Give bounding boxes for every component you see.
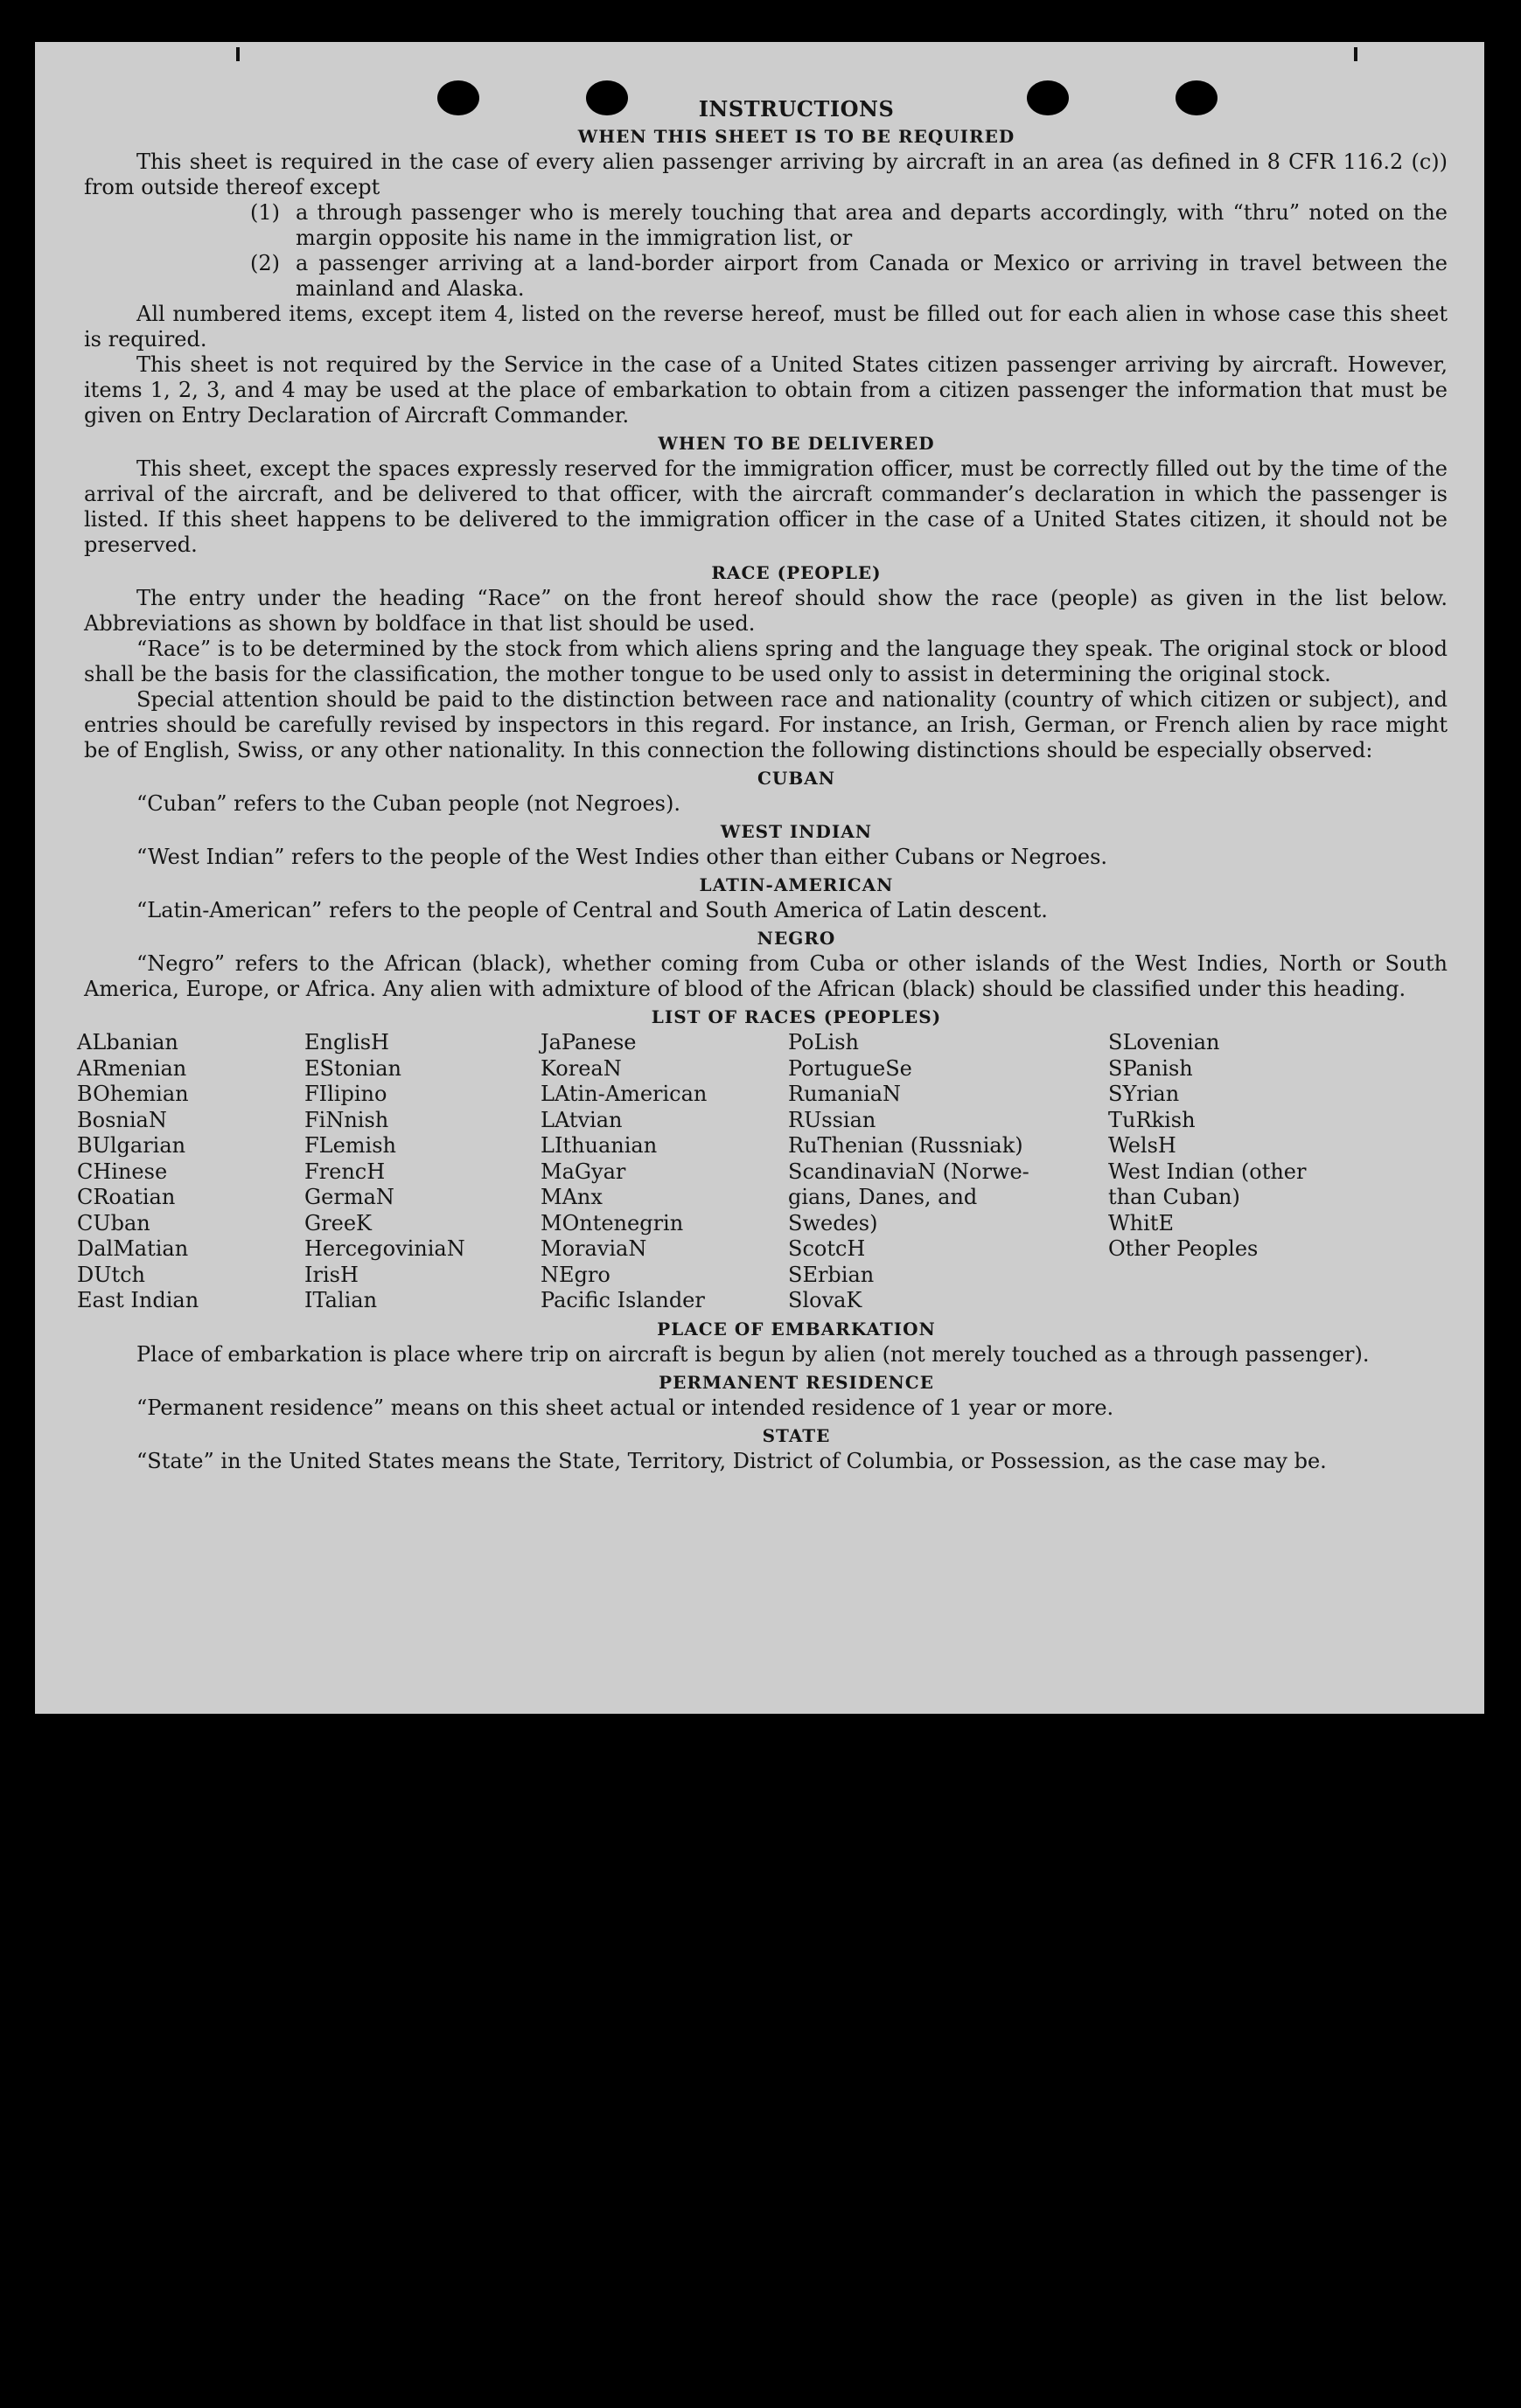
race-item: TuRkish [1108,1107,1196,1132]
race-item: HercegoviniaN [304,1236,465,1261]
race-item: FiNnish [304,1107,389,1132]
race-item: NEgro [541,1262,610,1287]
list-item [250,200,1448,251]
paragraph: This sheet is required in the case of every alien passenger arriving by aircraft in an area (as defined in 8 CFR 116.2 (c)) from outside thereof except [84,150,1448,199]
race-item: CRoatian [77,1185,176,1209]
race-item: ScandinaviaN (Norwe- gians, Danes, and Swedes) [788,1159,1029,1235]
race-item: SErbian [788,1262,875,1287]
race-item: CHinese [77,1159,168,1184]
edge-mark [236,47,240,61]
race-item: West Indian (other than Cuban) [1108,1159,1307,1209]
race-item: LIthuanian [541,1133,658,1158]
section-heading: RACE (PEOPLE) [711,562,882,583]
punch-hole [586,80,628,115]
race-item: MAnx [541,1185,603,1209]
section-heading: NEGRO [757,928,836,949]
item-text: a passenger arriving at a land-border airport from Canada or Mexico or arriving in travel between the mainland and Alaska. [296,251,1448,301]
paragraph: This sheet, except the spaces expressly reserved for the immigration officer, must be correctly filled out by the time of the arrival of the aircraft, and be delivered to that officer, with the aircraft commander’s declaration in which the passenger is listed. If this sheet happens to be delivered to the immigration officer in the case of a United States citizen, it should not be preserved. [84,456,1448,557]
race-item: ARmenian [77,1055,187,1081]
item-number: (2) [250,251,280,275]
race-item: BOhemian [77,1082,189,1106]
race-item: MOntenegrin [541,1210,684,1235]
race-column [304,1030,541,1314]
race-item: EStonian [304,1055,401,1081]
paragraph: Place of embarkation is place where trip on aircraft is begun by alien (not merely touched as a through passenger). [136,1341,1370,1367]
race-item: WhitE [1108,1210,1174,1235]
race-item: ITalian [304,1288,378,1312]
race-list [77,1030,1448,1314]
race-column [1108,1030,1336,1314]
section-heading: CUBAN [757,768,836,789]
race-column [77,1030,304,1314]
race-item: IrisH [304,1262,359,1287]
punch-hole [1027,80,1069,115]
race-item: LAtin-American [541,1082,708,1106]
race-item: BUlgarian [77,1133,186,1158]
paragraph: “State” in the United States means the State, Territory, District of Columbia, or Possession, as the case may be. [136,1448,1327,1473]
race-item: ScotcH [788,1236,866,1261]
punch-hole [437,80,479,115]
race-item: SPanish [1108,1055,1193,1081]
race-item: SlovaK [788,1288,862,1312]
race-item: East Indian [77,1288,199,1312]
paragraph: This sheet is not required by the Service in the case of a United States citizen passenger arriving by aircraft. However, items 1, 2, 3, and 4 may be used at the place of embarkation to obtain from a citizen passenger the information that must be given on Entry Declaration of Aircraft Commander. [84,352,1448,428]
race-item: PoLish [788,1030,860,1054]
paragraph: “Race” is to be determined by the stock from which aliens spring and the language they speak. The original stock or blood shall be the basis for the classification, the mother tongue to be used only to assist in determining the original stock. [84,637,1448,686]
section-heading: WHEN TO BE DELIVERED [658,433,935,454]
page-title: INSTRUCTIONS [698,96,895,122]
race-item: FLemish [304,1133,396,1158]
section-heading: PERMANENT RESIDENCE [659,1371,934,1393]
race-item: ALbanian [77,1030,178,1054]
item-number: (1) [250,200,280,225]
section-heading: LIST OF RACES (PEOPLES) [651,1006,942,1027]
document-sheet [35,42,1484,1714]
section-heading: WEST INDIAN [720,821,873,842]
race-item: KoreaN [541,1055,622,1081]
race-item: Other Peoples [1108,1236,1259,1261]
race-item: MaGyar [541,1159,626,1184]
race-item: WelsH [1108,1133,1176,1158]
race-item: GermaN [304,1185,394,1209]
paragraph: All numbered items, except item 4, listed on the reverse hereof, must be filled out for each alien in whose case this sheet is required. [84,302,1448,351]
paragraph: “Negro” refers to the African (black), whether coming from Cuba or other islands of the West Indies, North or South America, Europe, or Africa. Any alien with admixture of blood of the African (black) should be classified under this heading. [84,951,1448,1001]
paragraph: “Cuban” refers to the Cuban people (not Negroes). [136,791,680,816]
section-heading: WHEN THIS SHEET IS TO BE REQUIRED [577,126,1015,147]
race-item: EnglisH [304,1030,389,1054]
paragraph: “Latin-American” refers to the people of Central and South America of Latin descent. [136,898,1048,922]
race-item: JaPanese [541,1030,637,1054]
race-item: Pacific Islander [541,1288,705,1312]
paragraph: “Permanent residence” means on this sheet actual or intended residence of 1 year or more. [136,1395,1114,1420]
race-item: CUban [77,1210,150,1235]
race-item: SYrian [1108,1082,1180,1106]
race-item: MoraviaN [541,1236,647,1261]
race-item: FIlipino [304,1082,387,1106]
paragraph: The entry under the heading “Race” on the front hereof should show the race (people) as given in the list below. Abbreviations as shown by boldface in that list should be used. [84,586,1448,636]
item-text: a through passenger who is merely touching that area and departs accordingly, with “thru” noted on the margin opposite his name in the immigration list, or [296,200,1448,250]
race-item: RUssian [788,1107,876,1132]
section-heading: LATIN-AMERICAN [699,874,894,895]
edge-mark [1354,47,1357,61]
race-item: DUtch [77,1262,146,1287]
race-item: SLovenian [1108,1030,1220,1054]
race-column [788,1030,1108,1314]
race-item: LAtvian [541,1107,623,1132]
section-heading: STATE [762,1424,831,1446]
race-item: FrencH [304,1159,386,1184]
section-heading: PLACE OF EMBARKATION [657,1318,936,1340]
race-item: RumaniaN [788,1082,902,1106]
paragraph: “West Indian” refers to the people of the West Indies other than either Cubans or Negroes. [136,845,1108,869]
race-item: BosniaN [77,1107,167,1132]
race-item: GreeK [304,1210,372,1235]
race-column [541,1030,788,1314]
paragraph: Special attention should be paid to the distinction between race and nationality (country of which citizen or subject), and entries should be carefully revised by inspectors in this regard. For instance, an Irish, German, or French alien by race might be of English, Swiss, or any other nationality. In this connection the following distinctions should be especially observed: [84,687,1448,762]
race-item: RuThenian (Russniak) [788,1133,1023,1158]
race-item: PortugueSe [788,1055,912,1081]
list-item [250,251,1448,302]
punch-hole [1176,80,1217,115]
race-item: DalMatian [77,1236,189,1261]
